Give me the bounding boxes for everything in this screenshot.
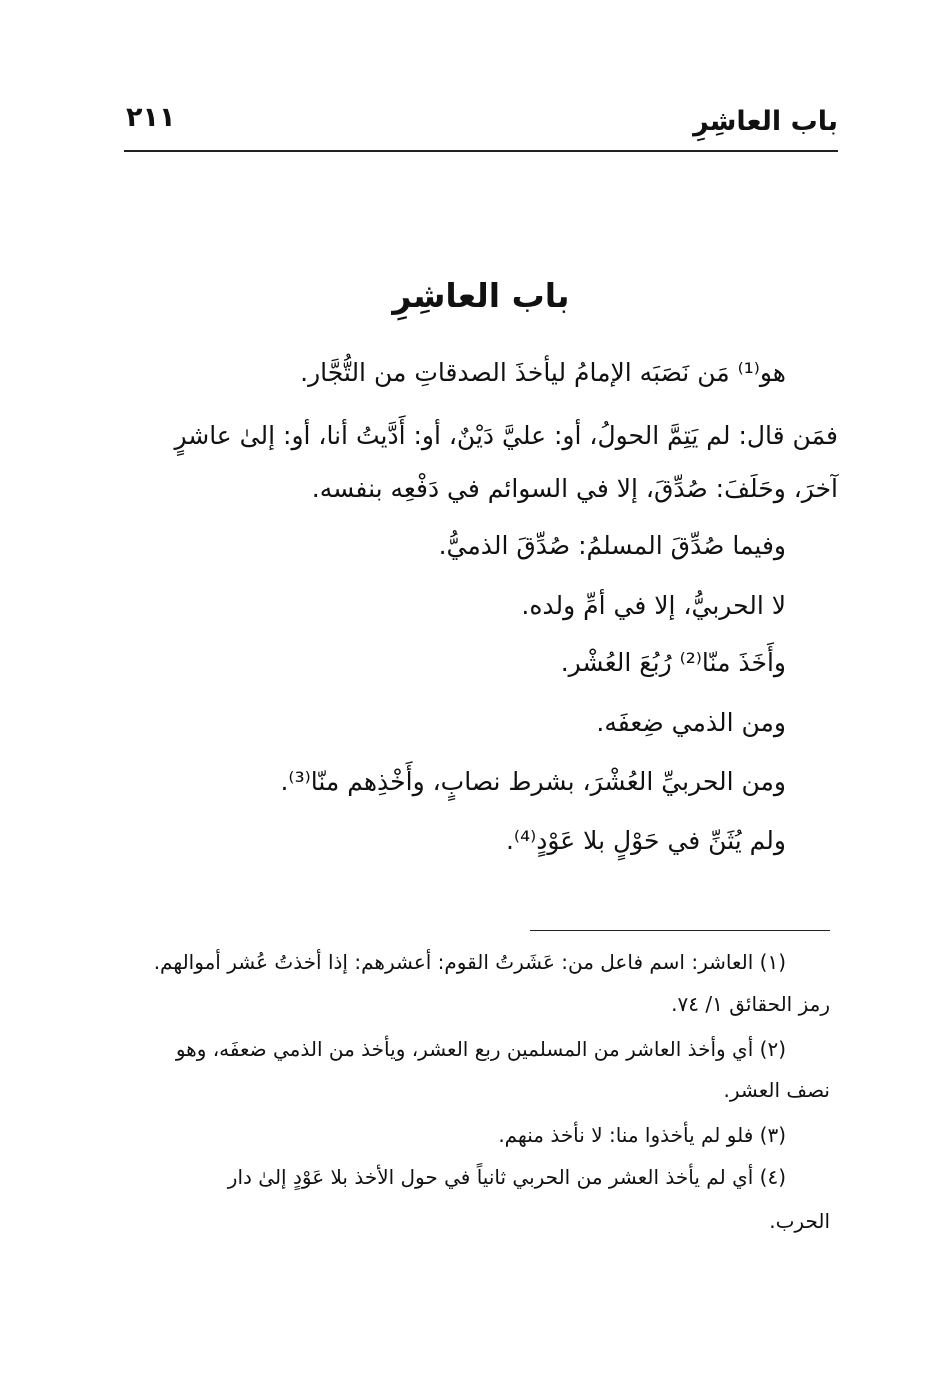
page-number: ٢١١ xyxy=(126,102,176,133)
text-line: وأَخَذَ منّا⁽²⁾ رُبُعَ العُشْر. xyxy=(560,648,786,677)
text-line: ومن الذمي ضِعفَه. xyxy=(596,708,786,737)
footnote-line: (٣) فلو لم يأخذوا منا: لا نأخذ منهم. xyxy=(498,1123,786,1147)
chapter-title: باب العاشِرِ xyxy=(392,276,570,315)
footnote-line: نصف العشر. xyxy=(723,1078,830,1102)
footnote-line: الحرب. xyxy=(769,1209,830,1233)
text-line: ومن الحربيِّ العُشْرَ، بشرط نصابٍ، وأَخْذِهم منّا⁽³⁾. xyxy=(280,767,786,796)
footnote-line: رمز الحقائق ١/ ٧٤. xyxy=(671,992,830,1016)
text-line: ولم يُثَنِّ في حَوْلٍ بلا عَوْدٍ⁽⁴⁾. xyxy=(505,826,786,855)
text-line: وفيما صُدِّقَ المسلمُ: صُدِّقَ الذميُّ. xyxy=(438,531,786,560)
text-line: فمَن قال: لم يَتِمَّ الحولُ، أو: عليَّ دَيْنٌ، أو: أَدَّيتُ أنا، أو: إلىٰ عاشرٍ xyxy=(174,421,838,450)
page-header xyxy=(124,100,838,152)
text-line: هو⁽¹⁾ مَن نَصَبَه الإمامُ ليأخذَ الصدقاتِ من التُّجَّار. xyxy=(300,358,786,387)
footnote-line: (١) العاشر: اسم فاعل من: عَشَرتُ القوم: أعشرهم: إذا أخذتُ عُشر أموالهم. xyxy=(153,950,786,974)
text-line: آخرَ، وحَلَفَ: صُدِّقَ، إلا في السوائم في دَفْعِه بنفسه. xyxy=(311,474,838,503)
footnote-line: (٢) أي وأخذ العاشر من المسلمين ربع العشر، ويأخذ من الذمي ضعفَه، وهو xyxy=(175,1037,786,1061)
running-title: باب العاشِرِ xyxy=(693,106,838,137)
text-line: لا الحربيُّ، إلا في أمِّ ولده. xyxy=(521,591,786,620)
footnote-line: (٤) أي لم يأخذ العشر من الحربي ثانياً في حول الأخذ بلا عَوْدٍ إلىٰ دار xyxy=(227,1165,786,1189)
footnote-divider xyxy=(530,930,830,931)
